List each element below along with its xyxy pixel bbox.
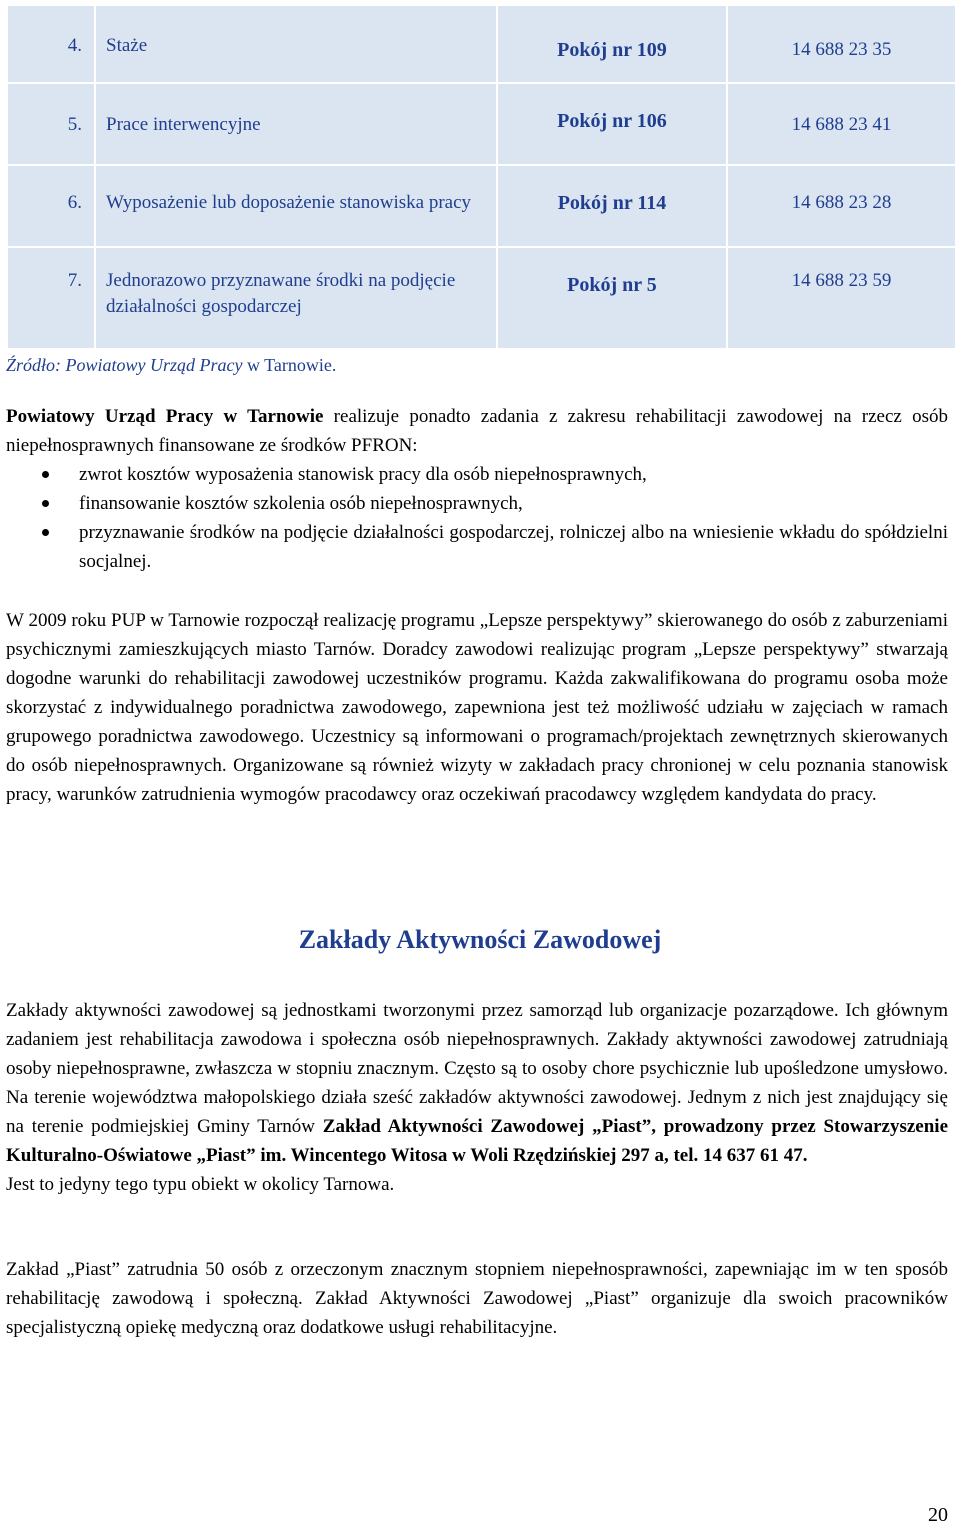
program-paragraph [6, 606, 948, 809]
source-italic: Źródło: Powiatowy Urząd Pracy [6, 355, 243, 375]
list-item: finansowanie kosztów szkolenia osób niepełnosprawnych, [6, 489, 948, 518]
table-source-note [6, 355, 336, 376]
zaz-paragraph [6, 996, 948, 1199]
row-name: Prace interwencyjne [95, 83, 497, 165]
zaz-text: Zakłady aktywności zawodowej są jednostkami tworzonymi przez samorząd lub organizacje pozarządowe. Ich głównym zadaniem jest rehabilitacja zawodowa i społeczna osób niepełnosprawnych. Zakłady aktywności zawodowej zatrudniają osoby niepełnosprawne, zwłaszcza w stopniu znacznym. Często są to osoby chore psychicznie lub upośledzone umysłowo. Na terenie województwa małopolskiego działa sześć zakładów aktywności zawodowej. Jednym z nich jest znajdujący się na terenie podmiejskiej Gminy Tarnów [6, 1000, 948, 1137]
row-phone: 14 688 23 59 [727, 247, 956, 349]
row-number: 5. [7, 83, 95, 165]
intro-paragraph [6, 402, 948, 460]
page-number: 20 [928, 1504, 948, 1526]
table-row [7, 5, 956, 83]
piast-text: Zakład „Piast” zatrudnia 50 osób z orzeczonym znacznym stopniem niepełnosprawności, zapewniając im w ten sposób rehabilitację zawodową i społeczną. Zakład Aktywności Zawodowej „Piast” organizuje dla swoich pracowników specjalistyczną opiekę medyczną oraz dodatkowe usługi rehabilitacyjne. [6, 1259, 948, 1338]
row-number: 4. [7, 5, 95, 83]
row-name: Wyposażenie lub doposażenie stanowiska pracy [95, 165, 497, 247]
table-row [7, 247, 956, 349]
piast-paragraph [6, 1255, 948, 1342]
zaz-text-end: Jest to jedyny tego typu obiekt w okolicy Tarnowa. [6, 1174, 395, 1195]
row-room: Pokój nr 5 [497, 247, 727, 349]
list-item: zwrot kosztów wyposażenia stanowisk pracy dla osób niepełnosprawnych, [6, 460, 948, 489]
row-phone: 14 688 23 28 [727, 165, 956, 247]
pfron-task-list [6, 460, 948, 576]
row-number: 7. [7, 247, 95, 349]
row-room: Pokój nr 106 [497, 83, 727, 165]
row-number: 6. [7, 165, 95, 247]
row-phone: 14 688 23 41 [727, 83, 956, 165]
program-text: W 2009 roku PUP w Tarnowie rozpoczął realizację programu „Lepsze perspektywy” skierowanego do osób z zaburzeniami psychicznymi zamieszkujących miasto Tarnów. Doradcy zawodowi realizując program „Lepsze perspektywy” stwarzają dogodne warunki do rehabilitacji zawodowej uczestników programu. Każda zakwalifikowana do programu osoba może skorzystać z indywidualnego poradnictwa zawodowego, zapewniona jest też możliwość udziału w zajęciach w ramach grupowego poradnictwa zawodowego. Uczestnicy są informowani o programach/projektach zewnętrznych skierowanych do osób niepełnosprawnych. Organizowane są również wizyty w zakładach pracy chronionej w celu poznania stanowisk pracy, warunków zatrudnienia wymogów pracodawcy oraz oczekiwań pracodawcy względem kandydata do pracy. [6, 610, 948, 805]
zaz-bold: Zakład Aktywności Zawodowej „Piast”, prowadzony przez Stowarzyszenie Kulturalno-Oświatowe „Piast” im. Wincentego Witosa w Woli Rzędzińskiej 297 a, tel. 14 637 61 47. [6, 1116, 948, 1166]
section-heading: Zakłady Aktywności Zawodowej [298, 925, 662, 954]
table-row [7, 165, 956, 247]
row-room: Pokój nr 109 [497, 5, 727, 83]
row-name: Staże [95, 5, 497, 83]
row-name: Jednorazowo przyznawane środki na podjęcie działalności gospodarczej [95, 247, 497, 349]
contact-table [6, 4, 957, 350]
intro-text: realizuje ponadto zadania z zakresu rehabilitacji zawodowej na rzecz osób niepełnosprawnych finansowane ze środków PFRON: [6, 406, 948, 456]
row-room: Pokój nr 114 [497, 165, 727, 247]
source-rest: w Tarnowie. [242, 355, 337, 375]
list-item: przyznawanie środków na podjęcie działalności gospodarczej, rolniczej albo na wniesienie wkładu do spółdzielni socjalnej. [6, 518, 948, 576]
table-row [7, 83, 956, 165]
intro-bold: Powiatowy Urząd Pracy w Tarnowie [6, 406, 324, 427]
row-phone: 14 688 23 35 [727, 5, 956, 83]
